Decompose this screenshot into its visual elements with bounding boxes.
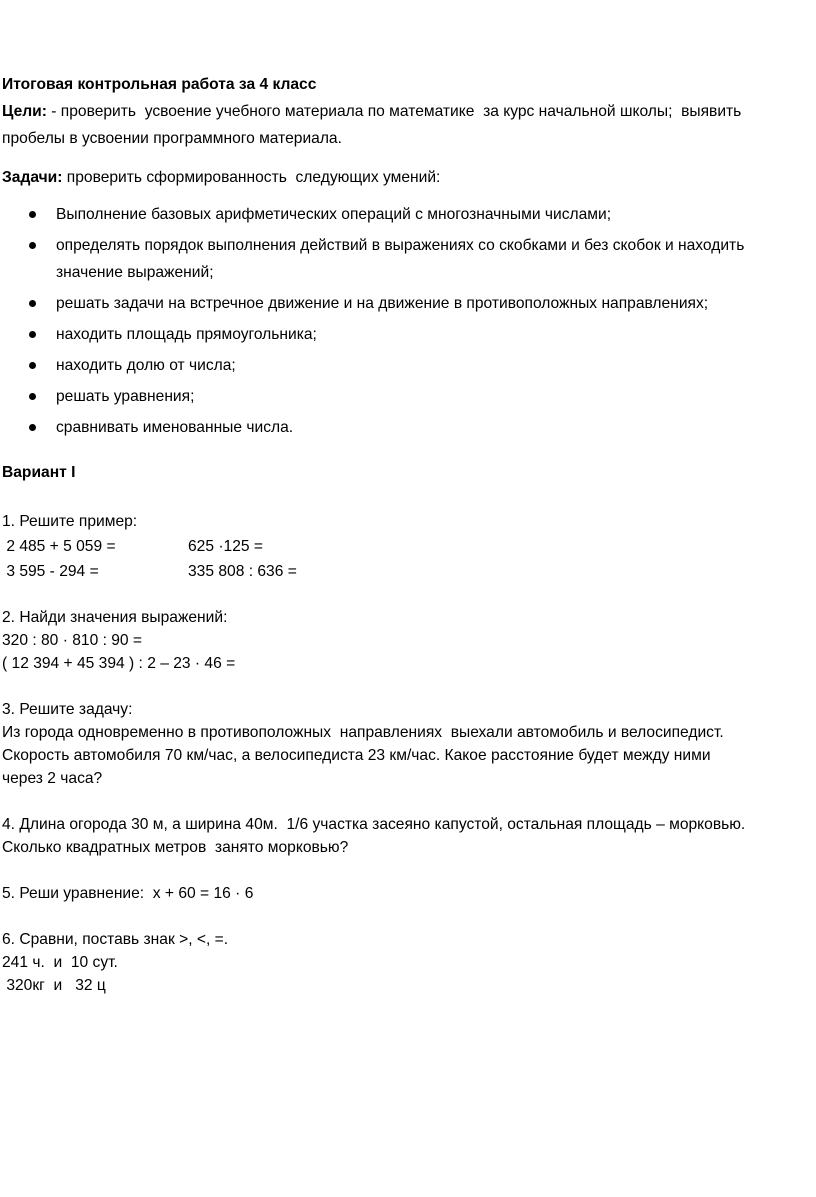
q2-expr-1: 320 : 80 · 810 : 90 =	[2, 632, 143, 649]
q2-heading: 2. Найди значения выражений:	[2, 609, 228, 626]
q1-row-2	[2, 558, 802, 585]
q4-line-2: Сколько квадратных метров занято морковью?	[2, 839, 349, 856]
skills-list-item: находить долю от числа;	[0, 352, 796, 379]
goals-line-2: пробелы в усвоении программного материала.	[2, 130, 342, 147]
goals-text: - проверить усвоение учебного материала по математике за курс начальной школы; выявить	[46, 103, 742, 120]
bullet-icon	[29, 242, 36, 249]
tasks-line	[2, 164, 440, 191]
q1-expr-a: 2 485 + 5 059 =	[2, 538, 116, 555]
skills-list-item: решать уравнения;	[0, 383, 796, 410]
q1-expr-c: 3 595 - 294 =	[2, 563, 99, 580]
bullet-icon	[29, 211, 36, 218]
q3-heading: 3. Решите задачу:	[2, 701, 133, 718]
q3-line-1: Из города одновременно в противоположных направлениях выехали автомобиль и велосипедист.	[2, 724, 724, 741]
tasks-text: проверить сформированность следующих умений:	[62, 169, 441, 186]
bullet-icon	[29, 300, 36, 307]
goals-label: Цели:	[2, 103, 47, 120]
bullet-icon	[29, 393, 36, 400]
q5-line: 5. Реши уравнение: х + 60 = 16 · 6	[2, 885, 254, 902]
skills-list-item: Выполнение базовых арифметических операций с многозначными числами;	[0, 201, 796, 228]
bullet-icon	[29, 362, 36, 369]
goals-line-1	[2, 98, 741, 125]
skills-list-item: решать задачи на встречное движение и на движение в противоположных направлениях;	[0, 290, 796, 317]
q1-expr-b: 625 ·125 =	[188, 538, 263, 555]
bullet-icon	[29, 424, 36, 431]
page-title: Итоговая контрольная работа за 4 класс	[2, 76, 317, 93]
q6-line-2: 320кг и 32 ц	[2, 977, 106, 994]
bullet-icon	[29, 331, 36, 338]
skills-list-item: сравнивать именованные числа.	[0, 414, 796, 441]
q1-heading: 1. Решите пример:	[2, 513, 138, 530]
q3-line-2: Скорость автомобиля 70 км/час, а велосипедиста 23 км/час. Какое расстояние будет между ними	[2, 747, 711, 764]
skills-list-item: определять порядок выполнения действий в выражениях со скобками и без скобок и находить значение выражений;	[0, 232, 796, 286]
q6-heading: 6. Сравни, поставь знак >, <, =.	[2, 931, 229, 948]
q1-row-1	[2, 533, 802, 560]
q4-line-1: 4. Длина огорода 30 м, а ширина 40м. 1/6 участка засеяно капустой, остальная площадь – морковью.	[2, 816, 746, 833]
variant-heading: Вариант I	[2, 464, 76, 481]
q3-line-3: через 2 часа?	[2, 770, 103, 787]
q6-line-1: 241 ч. и 10 сут.	[2, 954, 118, 971]
q2-expr-2: ( 12 394 + 45 394 ) : 2 – 23 · 46 =	[2, 655, 236, 672]
skills-list	[0, 201, 816, 445]
tasks-label: Задачи:	[2, 169, 63, 186]
skills-list-item: находить площадь прямоугольника;	[0, 321, 796, 348]
q1-expr-d: 335 808 : 636 =	[188, 563, 297, 580]
